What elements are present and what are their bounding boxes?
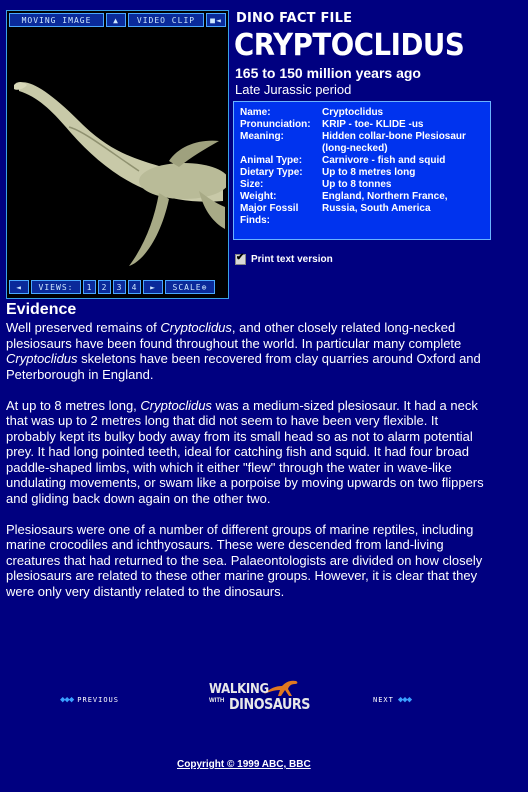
fact-value: Hidden collar-bone Plesiosaur (long-necked) [322,131,466,154]
next-link[interactable] [373,695,411,705]
text-run: At up to 8 metres long, [6,397,141,413]
view-2-button[interactable]: 2 [98,280,111,294]
camera-icon: ■◄ [210,15,222,25]
scale-button[interactable] [165,280,215,294]
text-run: was a medium-sized plesiosaur. It had a neck that was up to 2 metres long that did not seem to have been very flexible. It probably kept its bulky body away from its small head so as not to alarm potential prey. It had long pointed teeth, ideal for catching fish and squid. It had four broad paddle-shaped limbs, with which it either "flew" through the water in wave-like undulating movements, or swam like a porpoise by moving upwards on two flippers and gliding back down again on the other two. [6,397,484,506]
evidence-text [6,320,484,615]
moving-image-button[interactable]: MOVING IMAGE [9,13,104,27]
view-4-button[interactable]: 4 [128,280,141,294]
fact-row [240,191,484,203]
fact-value: Carnivore - fish and squid [322,155,446,166]
fact-row [240,155,484,167]
next-view-button[interactable] [143,280,163,294]
triangle-up-icon: ▲ [113,15,119,25]
fact-label: Pronunciation: [240,119,311,130]
checkbox-icon[interactable] [235,254,246,265]
text-run: skeletons have been recovered from clay quarries around Oxford and Peterborough in England. [6,351,481,382]
next-label: NEXT [373,696,394,704]
fact-value: KRIP - toe- KLIDE -us [322,119,424,130]
previous-link[interactable] [60,695,119,705]
print-text-label: Print text version [251,254,333,265]
view-1-button[interactable]: 1 [83,280,96,294]
species-name: Cryptoclidus [160,320,232,335]
fact-label: Name: [240,107,271,118]
logo-word-dinosaurs: DINOSAURS [229,695,311,713]
fact-label: Weight: [240,191,277,202]
fact-row [240,119,484,131]
views-label: VIEWS: [31,280,81,294]
view-3-button[interactable]: 3 [113,280,126,294]
logo-word-with: WITH [209,698,225,704]
media-viewer [6,10,229,299]
fact-box [233,101,491,240]
species-name: Cryptoclidus [140,397,212,413]
scale-label: SCALE [172,282,202,292]
fact-value: Up to 8 metres long [322,167,416,178]
fact-label: Major Fossil Finds: [240,203,299,226]
double-arrow-left-icon: ◆◆◆ [60,695,74,705]
fact-row [240,179,484,191]
triangle-right-icon: ► [150,282,156,292]
print-text-version-link[interactable] [235,254,333,265]
prev-view-button[interactable] [9,280,29,294]
fact-value: Cryptoclidus [322,107,384,118]
fact-row [240,131,484,155]
text-run: Well preserved remains of [6,320,161,335]
species-name: Cryptoclidus [6,351,78,366]
logo-word-walking: WALKING [209,682,269,697]
age-range: 165 to 150 million years ago [235,65,421,81]
paragraph: Plesiosaurs were one of a number of different groups of marine reptiles, including marine crocodiles and ichthyosaurs. These were descended from land-living creatures that had returned to the sea. Palaeontologists are divided on how closely plesiosaurs are related to these other marine groups. However, it is clear that they were only very distantly related to the dinosaurs. [6,521,483,599]
evidence-heading: Evidence [6,301,77,318]
triangle-left-icon: ◄ [16,282,22,292]
viewer-bottom-bar [9,280,226,296]
period: Late Jurassic period [235,82,352,97]
fact-label: Size: [240,179,264,190]
fact-row [240,107,484,119]
text-run: , and other closely related long-necked plesiosaurs have been found throughout the world. In particular many complete [6,320,462,351]
plesiosaur-image [9,31,226,276]
walking-with-dinosaurs-logo[interactable] [207,676,311,720]
viewer-top-bar [9,13,226,29]
video-clip-button[interactable]: VIDEO CLIP [128,13,204,27]
camera-button[interactable] [206,13,226,27]
section-label: DINO FACT FILE [236,11,353,26]
previous-label: PREVIOUS [77,696,119,704]
double-arrow-right-icon: ◆◆◆ [397,695,412,705]
plus-circle-icon: ⊕ [201,282,208,292]
moving-image-up-button[interactable] [106,13,126,27]
fact-row [240,203,484,227]
paragraph [6,398,484,507]
fact-value: England, Northern France, [322,191,448,202]
fact-row [240,167,484,179]
page-title: CRYPTOCLIDUS [234,28,465,63]
paragraph [6,320,484,382]
fact-value: Russia, South America [322,203,431,214]
fact-value: Up to 8 tonnes [322,179,392,190]
fact-label: Animal Type: [240,155,303,166]
fact-label: Meaning: [240,131,284,142]
copyright-link[interactable]: Copyright © 1999 ABC, BBC [177,759,311,770]
fact-label: Dietary Type: [240,167,303,178]
